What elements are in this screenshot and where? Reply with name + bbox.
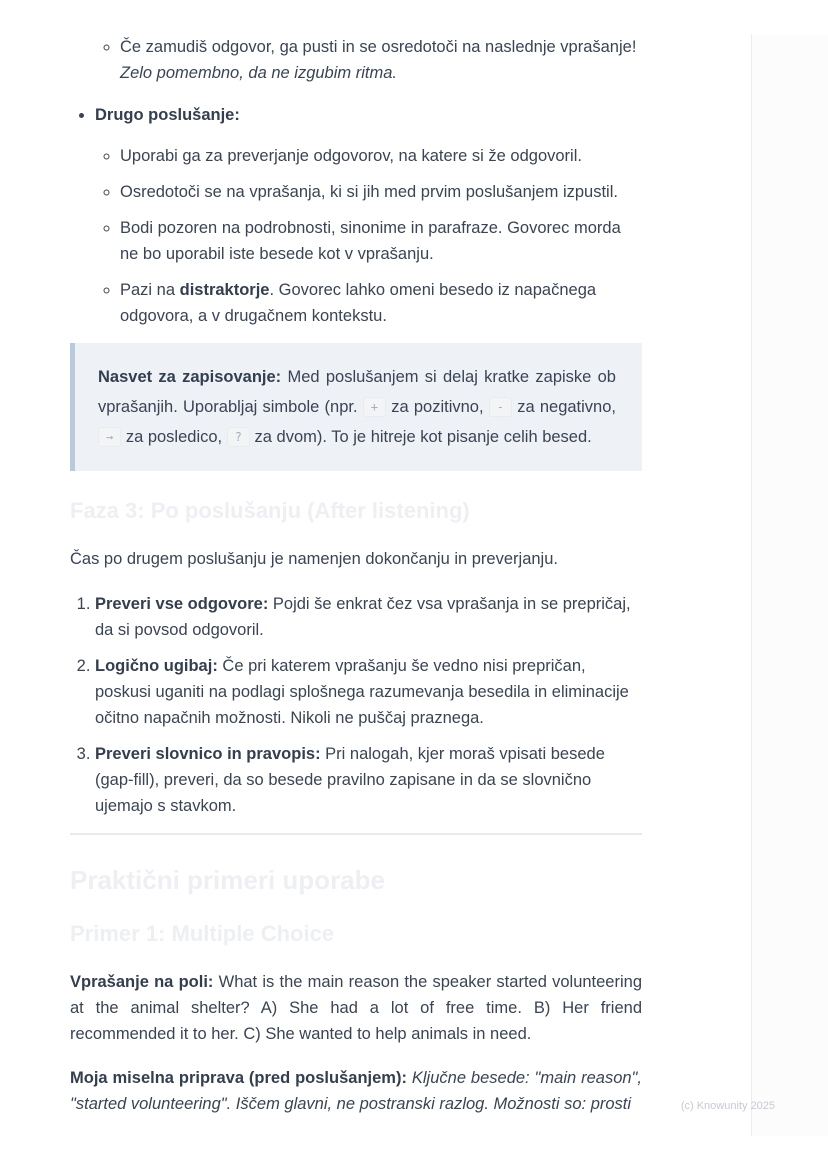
tip-callout-box [70,343,642,471]
step-item [95,741,642,819]
list-item-text-post: . Govorec lahko omeni besedo iz napačnega odgovora, a v drugačnem kontekstu. [120,281,597,325]
list-item [120,143,642,169]
section-heading-primer1: Primer 1: Multiple Choice [70,921,335,946]
prep-paragraph [70,1065,642,1117]
list-item [120,34,642,86]
minus-symbol-chip: - [489,397,512,417]
tip-text: za dvom). To je hitreje kot pisanje celih besed. [249,428,592,446]
arrow-symbol-chip: → [98,427,121,447]
step-bold: Preveri slovnico in pravopis: [95,745,321,763]
tip-lead: Nasvet za zapisovanje: [98,368,282,386]
question-lead: Vprašanje na poli: [70,973,214,991]
step-text: Če pri katerem vprašanju še vedno nisi prepričan, poskusi uganiti na podlagi splošnega razumevanja besedila in eliminacije očitno napačnih možnosti. Nikoli ne puščaj praznega. [95,657,629,727]
list-item-text-pre: Pazi na [120,281,180,299]
step-bold: Logično ugibaj: [95,657,218,675]
step-text: Pojdi še enkrat čez vsa vprašanja in se prepričaj, da si povsod odgovoril. [95,595,631,639]
tip-text: za pozitivno, [386,398,489,416]
list-item-text: Uporabi ga za preverjanje odgovorov, na katere si že odgovoril. [120,147,582,165]
tip-text: Med poslušanjem si delaj kratke zapiske ob vprašanjih. Uporabljaj simbole (npr. [98,368,616,416]
list-item [95,102,642,128]
second-listening-sublist [70,143,642,329]
step-text: Pri nalogah, kjer moraš vpisati besede (gap-fill), preveri, da so besede pravilno zapisane in da se slovnično ujemajo s stavkom. [95,745,605,815]
list-item [120,215,642,267]
list-item [120,179,642,205]
list-item-text: Osredotoči se na vprašanja, ki si jih med prvim poslušanjem izpustil. [120,183,618,201]
list-item-note: Zelo pomembno, da ne izgubim ritma. [120,64,397,82]
question-text: What is the main reason the speaker started volunteering at the animal shelter? A) She had a lot of free time. B) Her friend recommended it to her. C) She wanted to help animals in need. [70,973,642,1043]
step-item [95,591,642,643]
step-bold: Preveri vse odgovore: [95,595,269,613]
tip-text: za negativno, [512,398,616,416]
prep-lead: Moja miselna priprava (pred poslušanjem): [70,1069,407,1087]
list-item-text: Bodi pozoren na podrobnosti, sinonime in parafraze. Govorec morda ne bo uporabil iste besede kot v vprašanju. [120,219,621,263]
carryover-sublist [70,34,642,86]
step-item [95,653,642,731]
copyright-watermark: (c) Knowunity 2025 [680,1100,775,1112]
list-item-text: ◦ Če zamudiš odgovor, ga pusti in se osredotoči na naslednje vprašanje! [120,38,637,56]
top-spacer [70,0,642,34]
question-paragraph [70,969,642,1047]
second-listening-list [70,102,642,128]
prep-italic-text: Ključne besede: "main reason", "started volunteering". Iščem glavni, ne postranski razlog. Možnosti so: prosti [70,1069,642,1113]
page-right-edge [751,34,828,1136]
plus-symbol-chip: + [363,397,386,417]
list-item [120,277,642,329]
document-content [70,0,642,1135]
section-heading-faza3: Faza 3: Po poslušanju (After listening) [70,498,470,523]
faza3-intro-paragraph: Čas po drugem poslušanju je namenjen dokončanju in preverjanju. [70,550,558,568]
question-symbol-chip: ? [227,427,250,447]
tip-text: za posledico, [121,428,227,446]
section-heading-prakticni: Praktični primeri uporabe [70,865,385,895]
section-divider [70,833,642,835]
faza3-steps-list [70,591,642,819]
list-item-bold: distraktorje [179,281,270,299]
second-listening-label: Drugo poslušanje: [95,106,240,124]
